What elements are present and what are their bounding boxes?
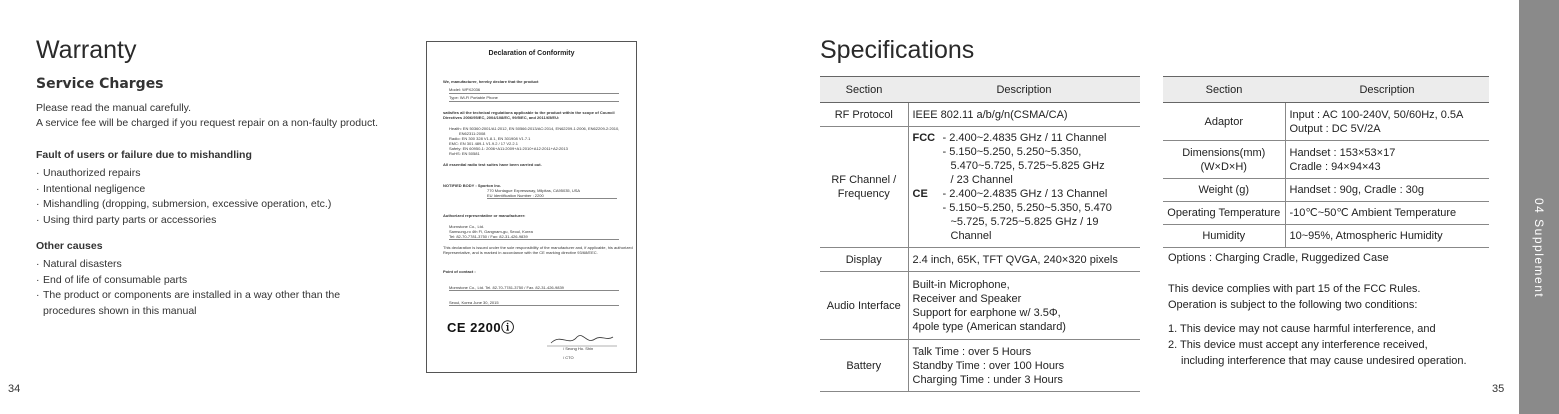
table-row (1163, 225, 1489, 248)
doc-line: Seoul, Korea June 30, 2015 (449, 300, 499, 305)
specifications-table-1 (820, 76, 1140, 392)
doc-line: EMC: EN 301 489-1 V1.9.2 / 17 V2.2.1 (449, 141, 518, 146)
doc-line: Radio: EN 300 328 V1.8.1, EN 301908 V1.7.1 (449, 136, 531, 141)
page-title-warranty: Warranty (36, 36, 137, 64)
cell-description: -10℃~50℃ Ambient Temperature (1285, 202, 1489, 225)
column-header: Section (820, 77, 908, 103)
intro-line-2: A service fee will be charged if you request repair on a non-faulty product. (36, 117, 379, 129)
section-other-causes-title: Other causes (36, 240, 103, 252)
doc-line: This declaration is issued under the sole responsibility of the manufacturer and, if applicable, his authorized (443, 245, 633, 250)
cell-description: Handset : 153×53×17 Cradle : 94×94×43 (1285, 141, 1489, 179)
cell-section: Humidity (1163, 225, 1285, 248)
doc-line: Model: WPX2036 (449, 87, 481, 92)
cell-section: Weight (g) (1163, 179, 1285, 202)
list-item: · The product or components are installed in a way other than the (36, 289, 341, 301)
doc-line: Health: EN 50360:2001/A1:2012, EN 50566:2013/AC:2014, EN62209-1:2006, EN62209-2:2010, (449, 126, 620, 131)
declaration-title: Declaration of Conformity (488, 50, 575, 57)
ce-label: CE (912, 188, 928, 200)
doc-line: Mornstone Co., Ltd. Tel. 82-70-7781-3750 / Fax. 82-31-426-9839 (449, 285, 564, 290)
list-item: · Unauthorized repairs (36, 167, 141, 179)
cell-description: Talk Time : over 5 Hours Standby Time : over 100 Hours Charging Time : under 3 Hours (908, 340, 1140, 392)
fcc-statement: This device complies with part 15 of the FCC Rules. Operation is subject to the following two conditions: 1. This device may not cause harmful interference, and 2. This device must accept any interference received, including interference that may cause undesired operation. (1168, 283, 1467, 367)
section-mishandling-title: Fault of users or failure due to mishandling (36, 149, 252, 161)
table-row (1163, 141, 1489, 179)
cell-description: 10~95%, Atmospheric Humidity (1285, 225, 1489, 248)
intro-line-1: Please read the manual carefully. (36, 102, 192, 114)
doc-line: 770 Montague Expressway, Milpitas, CA95035, USA (487, 188, 581, 193)
cell-description: Input : AC 100-240V, 50/60Hz, 0.5A Output : DC 5V/2A (1285, 103, 1489, 141)
page-number-left: 34 (8, 383, 21, 395)
column-header: Description (908, 77, 1140, 103)
cell-description: IEEE 802.11 a/b/g/n(CSMA/CA) (908, 103, 1140, 127)
cell-description: FCC - 2.400~2.4835 GHz / 11 Channel - 5.150~5.250, 5.250~5.350, 5.470~5.725, 5.725~5.825 GHz / 23 Channel CE - 2.400~2.4835 GHz / 13 Channel - 5.150~5.250, 5.250~5.350, 5.470 ~5.725, 5.725~5.825 GHz / 19 Channel (908, 127, 1140, 248)
doc-line: EN62311:2008 (459, 131, 486, 136)
doc-line: Mornstone Co., Ltd. (449, 224, 485, 229)
doc-underline (449, 93, 619, 94)
cell-section: Adaptor (1163, 103, 1285, 141)
other-causes-list (36, 257, 340, 319)
doc-line: Directives 2006/95/EC, 2004/108/EC, 99/5/EC, and 2011/65/EU: (443, 115, 560, 120)
cell-section: Battery (820, 340, 908, 392)
doc-underline (449, 239, 619, 240)
list-item: · Intentional negligence (36, 182, 146, 195)
table-row (1163, 179, 1489, 202)
doc-line: Type: Wi-Fi Portable Phone (449, 95, 498, 100)
doc-line: EU Identification Number : 2200 (487, 193, 544, 198)
doc-line: We, manufacturer, hereby declare that the product (443, 79, 539, 84)
doc-line: RoHS: EN 50581 (449, 151, 480, 156)
list-item: · Natural disasters (36, 258, 122, 270)
doc-underline (449, 101, 619, 102)
doc-underline (449, 305, 619, 306)
service-charges-heading: Service Charges (36, 76, 164, 92)
specifications-table-2 (1163, 76, 1489, 248)
doc-line: Safety: EN 60950-1: 2006+A11:2009+A1:2010+A12:2011+A2:2013 (449, 146, 568, 151)
list-item: procedures shown in this manual (43, 304, 197, 317)
doc-line: Tel: 82-70-7781-3750 / Fax: 82-31-426-9839 (449, 234, 528, 239)
table-row (820, 248, 1140, 272)
page-title-specifications: Specifications (820, 36, 975, 64)
page-number-right: 35 (1492, 383, 1505, 395)
declaration-of-conformity-image (426, 41, 637, 373)
doc-underline (449, 290, 619, 291)
signer-title: / CTO (563, 355, 574, 360)
cell-section: RF Channel / Frequency (820, 127, 908, 248)
cell-section: Display (820, 248, 908, 272)
table-header-row (1163, 77, 1489, 103)
intro-text (36, 101, 378, 131)
cell-description: Built-in Microphone, Receiver and Speaker Support for earphone w/ 3.5Φ, 4pole type (American standard) (908, 272, 1140, 340)
side-tab-label: 04 Supplement (1532, 198, 1546, 299)
cell-section: RF Protocol (820, 103, 908, 127)
doc-line: satisfies all the technical regulations applicable to the product within the scope of Council (443, 110, 615, 115)
table-row (820, 340, 1140, 392)
column-header: Description (1285, 77, 1489, 103)
doc-line: Point of contact : (443, 269, 476, 274)
list-item: · Using third party parts or accessories (36, 213, 217, 226)
column-header: Section (1163, 77, 1285, 103)
cell-section: Dimensions(mm) (W×D×H) (1163, 141, 1285, 179)
list-item: · Mishandling (dropping, submersion, excessive operation, etc.) (36, 198, 332, 210)
doc-line: NOTIFIED BODY : Sporton Inc. (443, 183, 502, 188)
table-row (1163, 103, 1489, 141)
cell-description: Handset : 90g, Cradle : 30g (1285, 179, 1489, 202)
doc-line: Representative, and is marked in accordance with the CE marking directive 93/68/EEC. (443, 250, 598, 255)
doc-line: All essential radio test suites have been carried out. (443, 162, 542, 167)
table-header-row (820, 77, 1140, 103)
list-item: · End of life of consumable parts (36, 273, 188, 286)
doc-line: Samsung-ro 4th Fl, Gangnam-gu, Seoul, Korea (449, 229, 533, 234)
doc-line: Authorized representative or manufacturer: (443, 213, 526, 218)
ce-mark: CE 2200ⓘ (447, 320, 515, 335)
table-row (820, 127, 1140, 248)
mishandling-list (36, 166, 331, 228)
fcc-label: FCC (912, 132, 936, 144)
cell-section: Operating Temperature (1163, 202, 1285, 225)
table-row (820, 272, 1140, 340)
options-text: Options : Charging Cradle, Ruggedized Case (1168, 252, 1389, 264)
table-row (1163, 202, 1489, 225)
cell-description: 2.4 inch, 65K, TFT QVGA, 240×320 pixels (908, 248, 1140, 272)
signer-name: / Seong Ho. Shin (563, 346, 594, 351)
doc-underline (487, 198, 617, 199)
cell-section: Audio Interface (820, 272, 908, 340)
table-row (820, 103, 1140, 127)
alert-symbol-icon: ⓘ (501, 320, 515, 335)
